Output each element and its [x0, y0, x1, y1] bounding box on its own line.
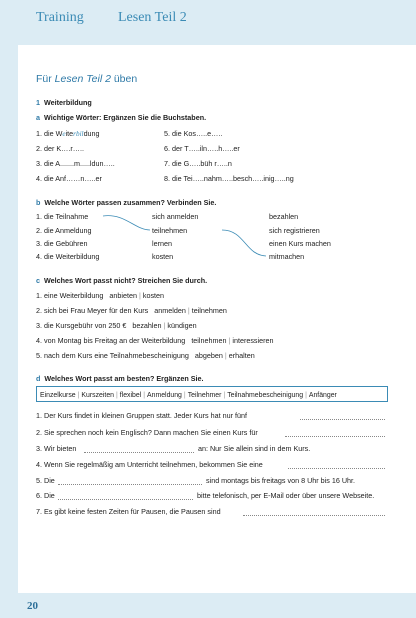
- task-a-item-7: 7. die G…..büh r…..n: [164, 159, 232, 168]
- b-mid-4: kosten: [152, 252, 174, 261]
- d-item-5: 5. Die: [36, 476, 55, 485]
- d-item-1: 1. Der Kurs findet in kleinen Gruppen statt. Jeder Kurs hat nur fünf: [36, 411, 247, 420]
- d-blank-1[interactable]: [300, 419, 385, 420]
- d-item-5-rest: sind montags bis freitags von 8 Uhr bis 16 Uhr.: [206, 476, 356, 485]
- header-lesson: Lesen Teil 2: [118, 10, 187, 25]
- b-right-1: bezahlen: [269, 212, 299, 221]
- exercise-heading: 1 Weiterbildung: [36, 98, 92, 107]
- d-item-3-rest: an: Nur Sie allein sind in dem Kurs.: [198, 444, 311, 453]
- b-right-2: sich registrieren: [269, 226, 320, 235]
- task-c-instruction: c Welches Wort passt nicht? Streichen Sie durch.: [36, 276, 208, 285]
- d-blank-5[interactable]: [58, 484, 202, 485]
- d-blank-2[interactable]: [285, 436, 385, 437]
- task-d-instruction: d Welches Wort passt am besten? Ergänzen Sie.: [36, 374, 204, 383]
- d-blank-7[interactable]: [243, 515, 385, 516]
- task-b-instruction: b Welche Wörter passen zusammen? Verbinden Sie.: [36, 198, 217, 207]
- task-a-item-3: 3. die A.......m.....ldun…..: [36, 159, 115, 168]
- d-blank-4[interactable]: [288, 468, 385, 469]
- task-a-item-4: 4. die Anf……n…..er: [36, 174, 102, 183]
- c-item-2: 2. sich bei Frau Meyer für den Kurs anmelden | teilnehmen: [36, 306, 227, 315]
- d-item-4: 4. Wenn Sie regelmäßig am Unterricht teilnehmen, bekommen Sie eine: [36, 460, 263, 469]
- b-mid-2: teilnehmen: [152, 226, 188, 235]
- c-item-4: 4. von Montag bis Freitag an der Weiterbildung teilnehmen | interessieren: [36, 336, 274, 345]
- connector-line-1: [103, 216, 150, 230]
- task-a-item-5: 5. die Kos…..e…..: [164, 129, 223, 138]
- task-a-item-8: 8. die Tei…..nahm…..besch…..inig…..ng: [164, 174, 294, 183]
- c-item-5: 5. nach dem Kurs eine Teilnahmebescheinigung abgeben | erhalten: [36, 351, 255, 360]
- b-left-4: 4. die Weiterbildung: [36, 252, 100, 261]
- b-left-3: 3. die Gebühren: [36, 239, 88, 248]
- task-a-item-6: 6. der T…..iln…..h…..er: [164, 144, 240, 153]
- d-item-6-rest: bitte telefonisch, per E-Mail oder über unsere Webseite.: [197, 491, 375, 500]
- word-bank-list: Einzelkurse | Kurszeiten | flexibel | Anmeldung | Teilnehmer | Teilnahmebescheinigung | Anfänger: [40, 392, 337, 399]
- d-item-3: 3. Wir bieten: [36, 444, 77, 453]
- d-item-2: 2. Sie sprechen noch kein Englisch? Dann machen Sie einen Kurs für: [36, 428, 258, 437]
- c-item-3: 3. die Kursgebühr von 250 € bezahlen | kündigen: [36, 321, 197, 330]
- connector-line-2: [222, 230, 266, 256]
- b-mid-1: sich anmelden: [152, 212, 199, 221]
- b-left-2: 2. die Anmeldung: [36, 226, 92, 235]
- b-right-4: mitmachen: [269, 252, 305, 261]
- page-number: 20: [27, 600, 38, 612]
- b-mid-3: lernen: [152, 239, 172, 248]
- section-title: Für Lesen Teil 2 üben: [36, 73, 138, 85]
- task-a-item-1: 1. die Weiterbildung: [36, 129, 100, 138]
- d-item-6: 6. Die: [36, 491, 55, 500]
- task-a-item-2: 2. der K….r…..: [36, 144, 84, 153]
- task-a-instruction: a Wichtige Wörter: Ergänzen Sie die Buchstaben.: [36, 113, 207, 122]
- d-blank-6[interactable]: [58, 499, 193, 500]
- c-item-1: 1. eine Weiterbildung anbieten | kosten: [36, 291, 165, 300]
- d-blank-3[interactable]: [84, 452, 194, 453]
- word-bank: [36, 386, 388, 402]
- b-left-1: 1. die Teilnahme: [36, 212, 89, 221]
- header-training: Training: [36, 10, 84, 25]
- d-item-7: 7. Es gibt keine festen Zeiten für Pausen, die Pausen sind: [36, 507, 221, 516]
- page-footer: [0, 593, 416, 618]
- b-right-3: einen Kurs machen: [269, 239, 331, 248]
